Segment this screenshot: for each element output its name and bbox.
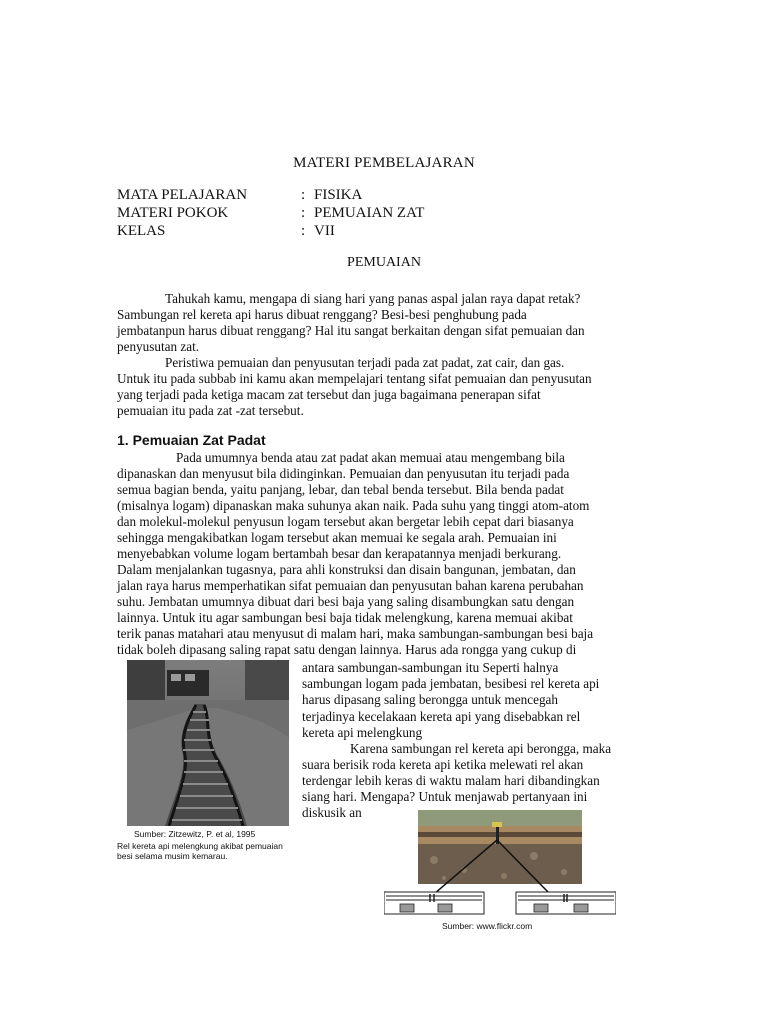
meta-value: VII bbox=[314, 223, 335, 239]
intro-line: Peristiwa pemuaian dan penyusutan terjadi pada zat padat, zat cair, dan gas. bbox=[165, 355, 565, 370]
figure2-source: Sumber: www.flickr.com bbox=[442, 921, 533, 931]
intro-line: Sambungan rel kereta api harus dibuat renggang? Besi-besi penghubung pada bbox=[117, 307, 527, 322]
intro-line: pemuaian itu pada zat -zat tersebut. bbox=[117, 403, 304, 418]
meta-key: MATERI POKOK bbox=[117, 205, 229, 221]
body-line: dipanaskan dan menyusut bila didinginkan. Pemuaian dan penyusutan itu terjadi pada bbox=[117, 466, 570, 481]
body-line: semua bagian benda, yaitu panjang, lebar, dan tebal benda tersebut. Bila benda padat bbox=[117, 482, 564, 497]
body-line: jalan raya harus memperhatikan sifat pemuaian dan penyusutan bahan karena perubahan bbox=[117, 578, 584, 593]
body-line: suara berisik roda kereta api ketika melewati rel akan bbox=[302, 757, 584, 772]
body-line: Karena sambungan rel kereta api berongga, maka bbox=[350, 741, 612, 756]
body-line: dan molekul-molekul penyusun logam tersebut akan bergetar lebih cepat dari biasanya bbox=[117, 514, 574, 529]
rail-joint-figure bbox=[384, 810, 616, 916]
body-line: diskusik an bbox=[302, 805, 362, 820]
section-heading: 1. Pemuaian Zat Padat bbox=[117, 432, 266, 448]
intro-line: jembatanpun harus dibuat renggang? Hal itu sangat berkaitan dengan sifat pemuaian dan bbox=[117, 323, 585, 338]
intro-line: penyusutan zat. bbox=[117, 339, 200, 354]
intro-line: Tahukah kamu, mengapa di siang hari yang panas aspal jalan raya dapat retak? bbox=[165, 291, 581, 306]
body-line: terdengar lebih keras di waktu malam hari dibandingkan bbox=[302, 773, 600, 788]
meta-value: FISIKA bbox=[314, 187, 363, 203]
body-line: menyebabkan volume logam bertambah besar dan kerapatannya menjadi berkurang. bbox=[117, 546, 562, 561]
figure1-source: Sumber: Zitzewitz, P. et al, 1995 bbox=[134, 829, 256, 839]
figure1-caption: Rel kereta api melengkung akibat pemuaian bbox=[117, 841, 283, 851]
body-line: kereta api melengkung bbox=[302, 725, 423, 740]
body-line: sambungan logam pada jembatan, besibesi rel kereta api bbox=[302, 676, 600, 691]
body-line: (misalnya logam) dipanaskan maka suhunya akan naik. Pada suhu yang tinggi atom-atom bbox=[117, 498, 590, 513]
meta-value: PEMUAIAN ZAT bbox=[314, 205, 425, 221]
rail-diagram-left bbox=[384, 892, 484, 914]
meta-separator: : bbox=[301, 223, 306, 239]
body-line: siang hari. Mengapa? Untuk menjawab pertanyaan ini bbox=[302, 789, 588, 804]
curved-rail-photo bbox=[127, 660, 289, 826]
meta-separator: : bbox=[301, 187, 306, 203]
body-line: terik panas matahari atau menyusut di malam hari, maka sambungan-sambungan besi baja bbox=[117, 626, 594, 641]
rail-diagram-right bbox=[516, 892, 616, 914]
body-line: Dalam menjalankan tugasnya, para ahli konstruksi dan disain bangunan, jembatan, dan bbox=[117, 562, 576, 577]
body-line: terjadinya kecelakaan kereta api yang disebabkan rel bbox=[302, 709, 581, 724]
body-line: lainnya. Untuk itu agar sambungan besi baja tidak melengkung, karena memuai akibat bbox=[117, 610, 573, 625]
body-line: harus dipasang saling berongga untuk mencegah bbox=[302, 692, 558, 707]
body-line: antara sambungan-sambungan itu Seperti halnya bbox=[302, 660, 559, 675]
body-line: Pada umumnya benda atau zat padat akan memuai atau mengembang bila bbox=[176, 450, 565, 465]
meta-key: MATA PELAJARAN bbox=[117, 187, 248, 203]
page-title: MATERI PEMBELAJARAN bbox=[293, 155, 475, 171]
figure1-caption: besi selama musim kemarau. bbox=[117, 851, 228, 861]
meta-separator: : bbox=[301, 205, 306, 221]
body-line: sehingga mengakibatkan logam tersebut akan memuai ke segala arah. Pemuaian ini bbox=[117, 530, 557, 545]
intro-line: yang terjadi pada ketiga macam zat tersebut dan juga bagaimana penerapan sifat bbox=[117, 387, 541, 402]
body-line: tidak boleh dipasang saling rapat satu dengan lainnya. Harus ada rongga yang cukup di bbox=[117, 642, 577, 657]
intro-line: Untuk itu pada subbab ini kamu akan mempelajari tentang sifat pemuaian dan penyusutan bbox=[117, 371, 592, 386]
body-line: suhu. Jembatan umumnya dibuat dari besi baja yang saling disambungkan satu dengan bbox=[117, 594, 575, 609]
meta-key: KELAS bbox=[117, 223, 166, 239]
section-title: PEMUAIAN bbox=[347, 255, 421, 270]
